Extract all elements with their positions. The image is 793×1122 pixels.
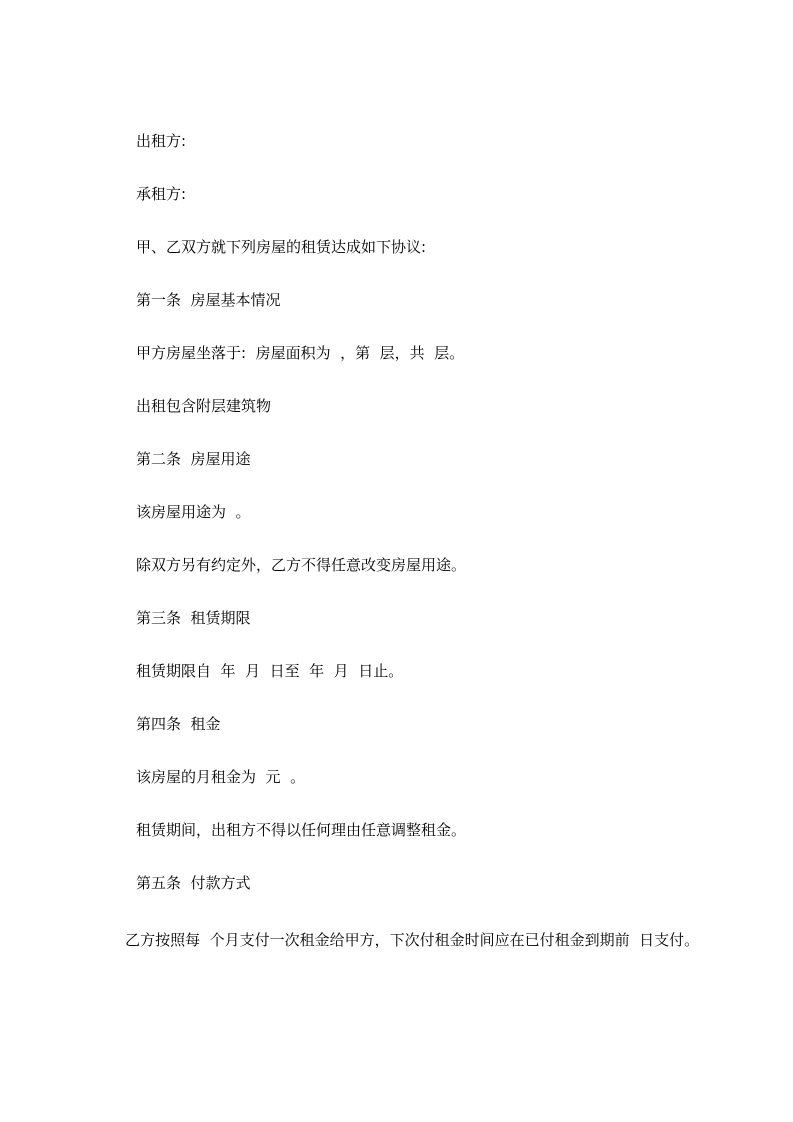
lessee-label: 承租方:: [136, 185, 187, 203]
article1-attached: 出租包含附层建筑物: [136, 397, 272, 415]
article1-location: 甲方房屋坐落于: 房屋面积为 ，第 层，共 层。: [136, 344, 465, 362]
article4-title: 第四条 租金: [136, 715, 221, 733]
article4-no-adjust: 租赁期间，出租方不得以任何理由任意调整租金。: [136, 821, 467, 839]
article5-title: 第五条 付款方式: [136, 874, 251, 892]
article1-title: 第一条 房屋基本情况: [136, 291, 281, 309]
article2-restriction: 除双方另有约定外，乙方不得任意改变房屋用途。: [136, 556, 467, 574]
article3-term: 租赁期限自 年 月 日至 年 月 日止。: [136, 662, 404, 680]
article3-title: 第三条 租赁期限: [136, 609, 251, 627]
article2-use: 该房屋用途为 。: [136, 503, 251, 521]
article4-rent: 该房屋的月租金为 元 。: [136, 768, 306, 786]
article2-title: 第二条 房屋用途: [136, 450, 251, 468]
article5-payment: 乙方按照每 个月支付一次租金给甲方，下次付租金时间应在已付租金到期前 日支付。: [106, 931, 700, 949]
lessor-label: 出租方:: [136, 132, 187, 150]
intro-text: 甲、乙双方就下列房屋的租赁达成如下协议:: [136, 238, 427, 256]
